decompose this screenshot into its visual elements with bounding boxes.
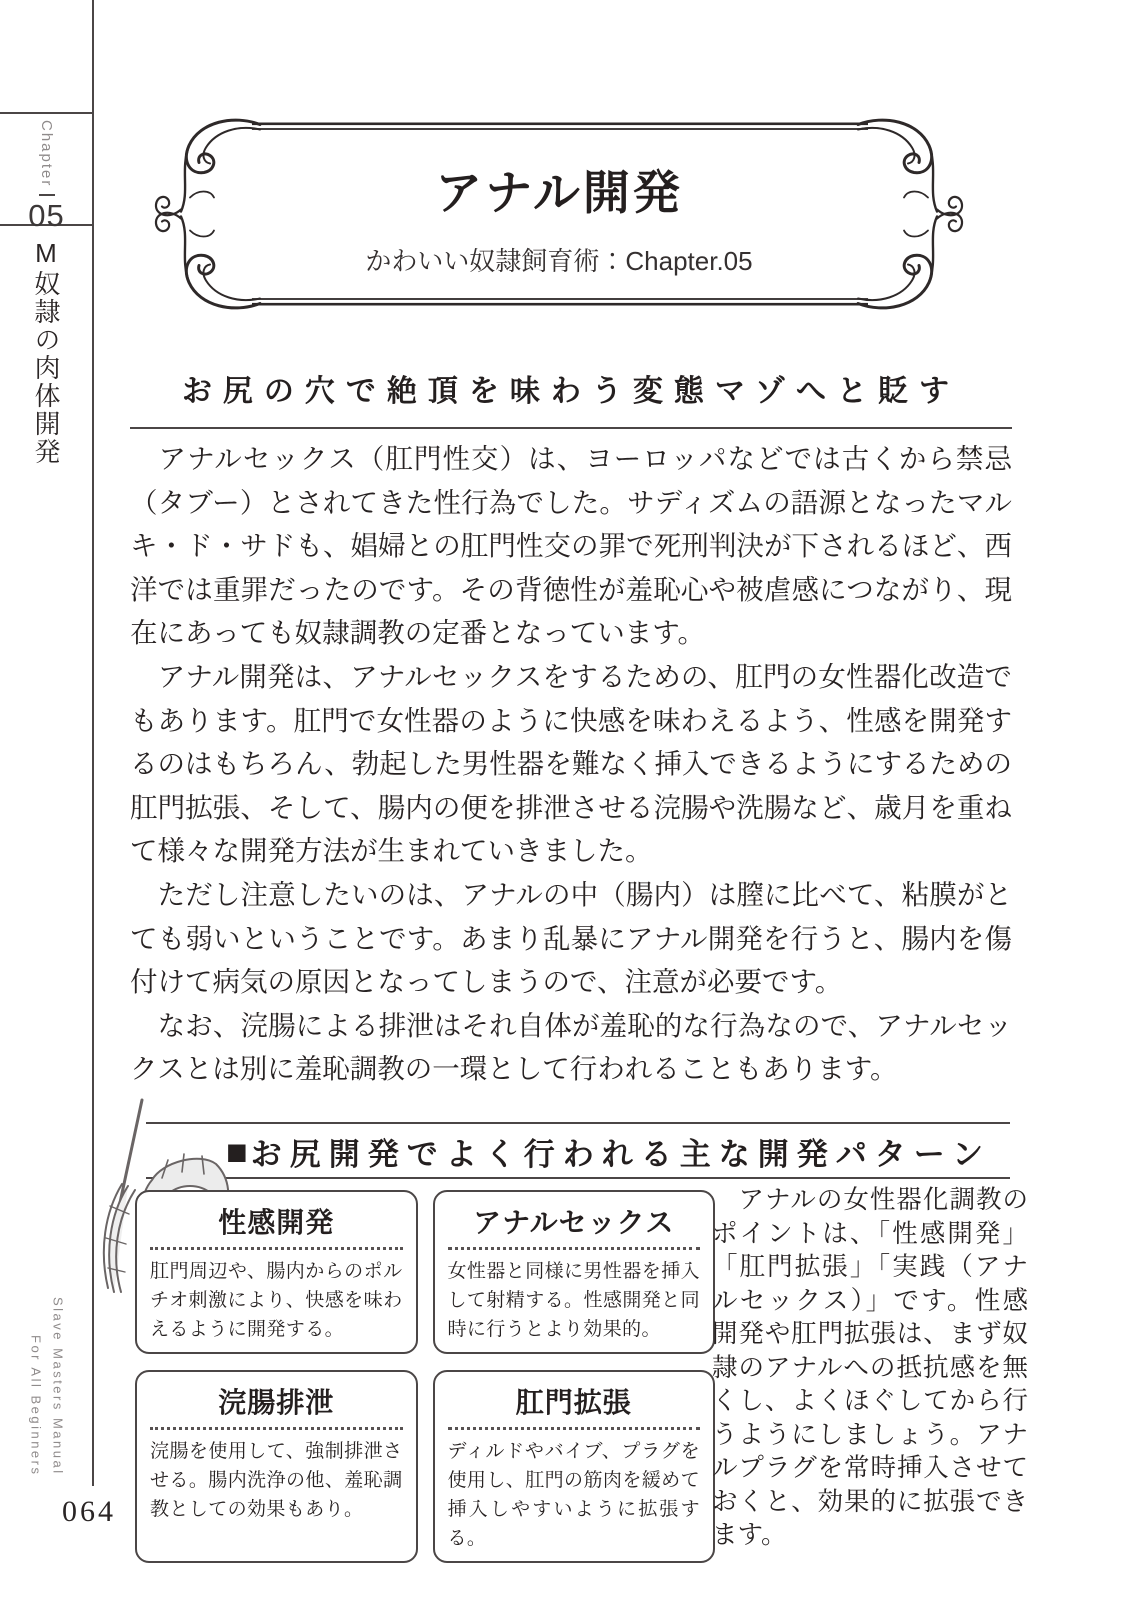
chapter-divider-tick [39,194,55,196]
series-title-columns [25,1268,69,1476]
body-text [130,437,1012,1091]
pattern-box-body: 浣腸を使用して、強制排泄させる。腸内洗浄の他、羞恥調教としての効果もあり。 [150,1441,403,1520]
pattern-box-title: 浣腸排泄 [218,1387,335,1418]
paragraph-2: アナル開発は、アナルセックスをするための、肛門の女性器化改造でもあります。肛門で女性器のように快感を味わえるよう、性感を開発するのはもちろん、勃起した男性器を難なく挿入できるようにするための肛門拡張、そして、腸内の便を排泄させる浣腸や洗腸など、歳月を重ねて様々な開発方法が生まれていきました。 [130,660,1012,867]
pattern-heading [226,1129,991,1174]
section-heading-rule [130,427,1012,429]
chapter-title: アナル開発 [435,166,683,219]
paragraph-4: なお、浣腸による排泄はそれ自体が羞恥的な行為なので、アナルセックスとは別に羞恥調教の一環として行われることもあります。 [130,1009,1012,1085]
frame-top-rule-outer [252,123,868,126]
pattern-box-kakucho [433,1370,716,1563]
dotted-divider [448,1247,701,1250]
frame-top-rule-inner [252,128,868,130]
pattern-box-analsex [433,1190,716,1354]
pattern-box-body: 女性器と同様に男性器を挿入して射精する。性感開発と同時に行うとより効果的。 [447,1261,700,1340]
pattern-band-rule-bottom [146,1177,1010,1179]
chapter-header-frame [140,110,978,318]
pattern-side-note: アナルの女性器化調教のポイントは、「性感開発」「肛門拡張」「実践（アナルセックス）」です。性感開発や肛門拡張は、まず奴隷のアナルへの抵抗感を無くし、よくほぐしてから行うようにしましょう。アナルプラグを常時挿入させておくと、効果的に拡張できます。 [712,1186,1028,1549]
chapter-label: Chapter [38,120,55,188]
pattern-box-body: 肛門周辺や、腸内からのポルチオ刺激により、快感を味わえるように開発する。 [150,1261,403,1340]
chapter-subtitle: かわいい奴隷飼育術：Chapter.05 [365,246,753,276]
pattern-box-kancho [135,1370,418,1563]
pattern-box-title: 肛門拡張 [515,1387,632,1418]
sidebar-rule-top [0,112,92,114]
dotted-divider [448,1427,701,1430]
series-title-line2: For All Beginners [28,1334,44,1476]
paragraph-1: アナルセックス（肛門性交）は、ヨーロッパなどでは古くから禁忌（タブー）とされてきた性行為でした。サディズムの語源となったマルキ・ド・サドも、娼婦との肛門性交の罪で死刑判決が下されるほど、西洋では重罪だったのです。その背徳性が羞恥心や被虐感につながり、現在にあっても奴隷調教の定番となっています。 [130,443,1012,649]
frame-bottom-rule-inner [252,298,868,300]
chapter-title-vertical [0,238,93,466]
page-number: 064 [62,1495,116,1528]
series-title-vertical [0,1268,93,1480]
square-bullet-icon: ■ [226,1130,248,1172]
dotted-divider [150,1427,403,1430]
chapter-title-text: M奴隷の肉体開発 [31,238,61,466]
chapter-block [0,120,93,234]
pattern-heading-text: お尻開発でよく行われる主な開発パターン [250,1137,992,1172]
pattern-box-grid [135,1190,715,1563]
whip-bundle [104,1184,135,1292]
pattern-box-title: アナルセックス [473,1207,675,1238]
frame-bottom-rule-outer [252,303,868,306]
series-title-line1: Slave Masters Manual [50,1297,66,1476]
pattern-box-title: 性感開発 [218,1207,335,1238]
paragraph-3: ただし注意したいのは、アナルの中（腸内）は膣に比べて、粘膜がとても弱いということです。あまり乱暴にアナル開発を行うと、腸内を傷付けて病気の原因となってしまうので、注意が必要です。 [130,878,1012,998]
pattern-band-rule-top [146,1122,1010,1124]
pattern-box-seikan [135,1190,418,1354]
chapter-number: 05 [28,198,65,234]
dotted-divider [150,1247,403,1250]
pattern-box-body: ディルドやバイブ、プラグを使用し、肛門の筋肉を緩めて挿入しやすいように拡張する。 [447,1441,700,1549]
section-heading: お尻の穴で絶頂を味わう変態マゾへと貶す [181,375,961,408]
